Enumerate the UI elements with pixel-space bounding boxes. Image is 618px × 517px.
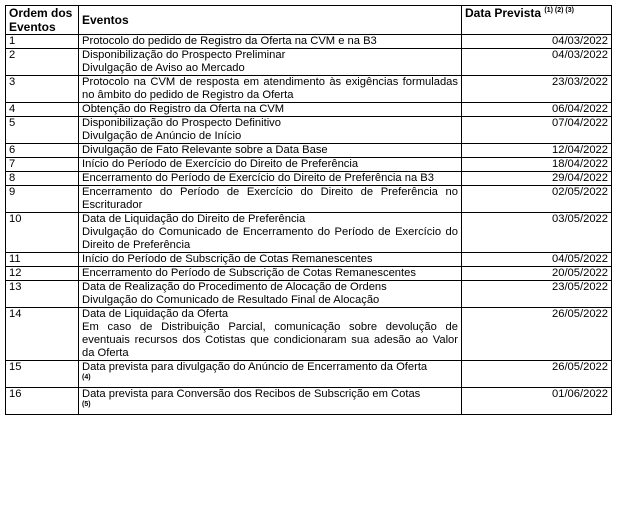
row-event: [79, 267, 462, 281]
row-event: [79, 213, 462, 253]
event-line: Divulgação do Comunicado de Encerramento do Período de Exercício do Direito de Preferência: [82, 226, 458, 251]
event-line: Divulgação do Comunicado de Resultado Final de Alocação: [82, 294, 380, 306]
row-order: 1: [6, 35, 79, 49]
event-line: Divulgação de Aviso ao Mercado: [82, 62, 245, 74]
row-date: 04/03/2022: [462, 35, 612, 49]
table-row: [6, 281, 612, 308]
row-date: 04/03/2022: [462, 49, 612, 76]
row-date: 07/04/2022: [462, 117, 612, 144]
row-date: 02/05/2022: [462, 186, 612, 213]
row-event: [79, 35, 462, 49]
row-order: 6: [6, 144, 79, 158]
row-order: 15: [6, 361, 79, 388]
row-event: [79, 76, 462, 103]
row-date: 23/05/2022: [462, 281, 612, 308]
event-line: Disponibilização do Prospecto Definitivo: [82, 117, 281, 129]
event-line: Protocolo do pedido de Registro da Oferta na CVM e na B3: [82, 35, 377, 47]
row-order: 13: [6, 281, 79, 308]
row-order: 5: [6, 117, 79, 144]
event-line: Encerramento do Período de Subscrição de Cotas Remanescentes: [82, 267, 416, 279]
row-date: 26/05/2022: [462, 308, 612, 361]
table-header-row: [6, 6, 612, 35]
row-event: [79, 172, 462, 186]
event-line: Data de Liquidação da Oferta: [82, 308, 229, 320]
event-line: Data prevista para Conversão dos Recibos de Subscrição em Cotas: [82, 388, 421, 400]
header-events: Eventos: [79, 6, 462, 35]
row-event: [79, 49, 462, 76]
row-date: 01/06/2022: [462, 388, 612, 415]
table-row: [6, 35, 612, 49]
header-order: Ordem dos Eventos: [6, 6, 79, 35]
event-line: Encerramento do Período de Exercício do Direito de Preferência na B3: [82, 172, 434, 184]
event-footnote: (4): [82, 374, 91, 381]
row-event: [79, 186, 462, 213]
event-line: Data prevista para divulgação do Anúncio de Encerramento da Oferta: [82, 361, 428, 373]
table-row: [6, 158, 612, 172]
table-row: [6, 144, 612, 158]
row-date: 03/05/2022: [462, 213, 612, 253]
table-row: [6, 361, 612, 388]
row-date: 23/03/2022: [462, 76, 612, 103]
row-order: 12: [6, 267, 79, 281]
row-event: [79, 158, 462, 172]
row-event: [79, 281, 462, 308]
event-line: Início do Período de Exercício do Direito de Preferência: [82, 158, 359, 170]
row-event: [79, 103, 462, 117]
row-event: [79, 144, 462, 158]
event-line: Início do Período de Subscrição de Cotas Remanescentes: [82, 253, 373, 265]
table-row: [6, 172, 612, 186]
row-event: [79, 388, 462, 415]
event-line: Encerramento do Período de Exercício do Direito de Preferência no Escriturador: [82, 186, 458, 211]
row-date: 20/05/2022: [462, 267, 612, 281]
table-row: [6, 308, 612, 361]
event-line: Divulgação de Anúncio de Início: [82, 130, 242, 142]
row-date: 18/04/2022: [462, 158, 612, 172]
event-line: Data de Realização do Procedimento de Alocação de Ordens: [82, 281, 387, 293]
event-line: Obtenção do Registro da Oferta na CVM: [82, 103, 285, 115]
row-date: 12/04/2022: [462, 144, 612, 158]
table-row: [6, 213, 612, 253]
row-event: [79, 308, 462, 361]
row-date: 04/05/2022: [462, 253, 612, 267]
row-date: 29/04/2022: [462, 172, 612, 186]
row-order: 7: [6, 158, 79, 172]
header-date-label: Data Prevista: [465, 6, 542, 20]
event-line: Protocolo na CVM de resposta em atendimento às exigências formuladas no âmbito do pedido de Registro da Oferta: [82, 76, 458, 101]
event-schedule-table: [5, 5, 612, 415]
row-order: 2: [6, 49, 79, 76]
event-line: Data de Liquidação do Direito de Preferência: [82, 213, 306, 225]
row-order: 8: [6, 172, 79, 186]
row-event: [79, 253, 462, 267]
row-order: 16: [6, 388, 79, 415]
table-row: [6, 76, 612, 103]
table-row: [6, 103, 612, 117]
header-date: [462, 6, 612, 35]
row-event: [79, 117, 462, 144]
row-order: 11: [6, 253, 79, 267]
header-date-refs: (1) (2) (3): [544, 7, 574, 14]
row-event: [79, 361, 462, 388]
table-row: [6, 117, 612, 144]
event-line: Divulgação de Fato Relevante sobre a Data Base: [82, 144, 328, 156]
row-order: 9: [6, 186, 79, 213]
event-line: Em caso de Distribuição Parcial, comunicação sobre devolução de eventuais recursos dos Cotistas que condicionaram sua adesão ao Valor da Oferta: [82, 321, 458, 359]
row-order: 14: [6, 308, 79, 361]
row-order: 10: [6, 213, 79, 253]
table-row: [6, 267, 612, 281]
table-row: [6, 253, 612, 267]
table-row: [6, 186, 612, 213]
row-date: 26/05/2022: [462, 361, 612, 388]
table-row: [6, 388, 612, 415]
table-row: [6, 49, 612, 76]
event-line: Disponibilização do Prospecto Preliminar: [82, 49, 286, 61]
row-date: 06/04/2022: [462, 103, 612, 117]
row-order: 4: [6, 103, 79, 117]
row-order: 3: [6, 76, 79, 103]
event-footnote: (5): [82, 401, 91, 408]
